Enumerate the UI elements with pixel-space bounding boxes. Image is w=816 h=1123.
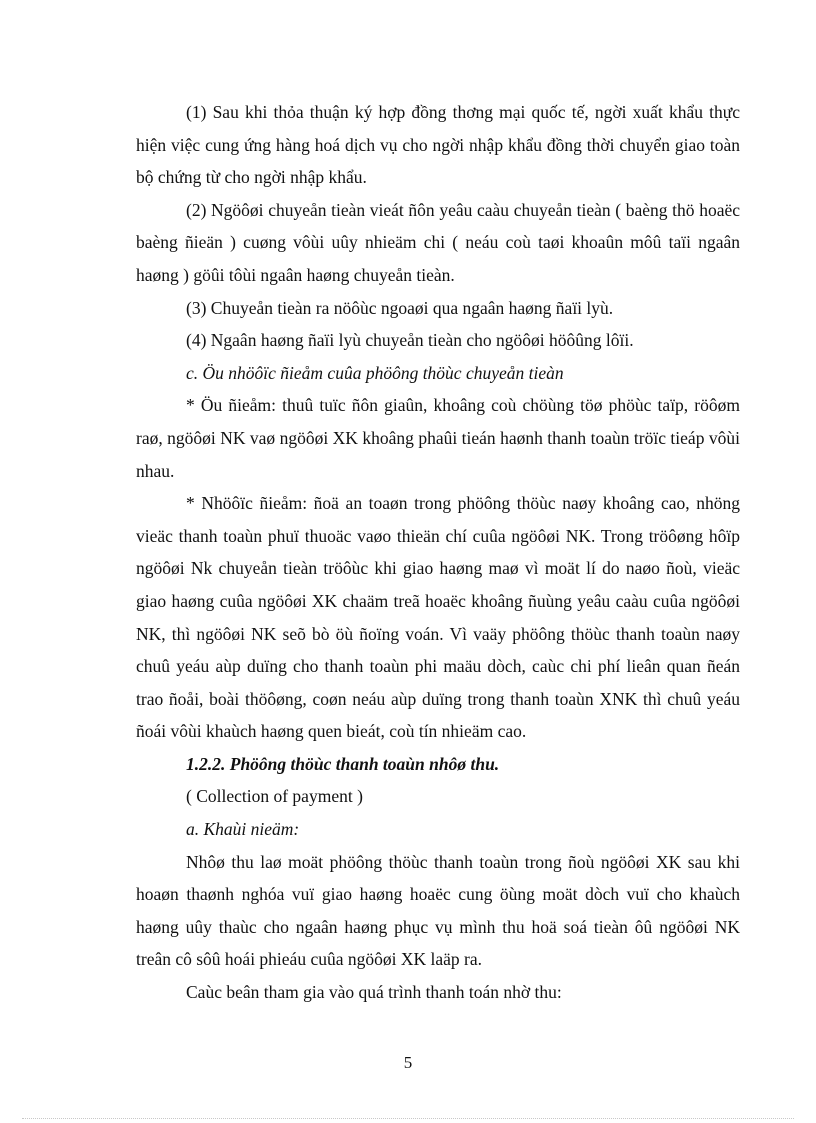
document-page bbox=[136, 96, 740, 1009]
paragraph-step-1: (1) Sau khi thỏa thuận ký hợp đồng thơng mại quốc tế, ngời xuất khẩu thực hiện việc cung ứng hàng hoá dịch vụ cho ngời nhập khẩu đồng thời chuyển giao toàn bộ chứng từ cho ngời nhập khẩu. bbox=[136, 102, 740, 188]
paragraph-step-2: (2) Ngöôøi chuyeån tieàn vieát ñôn yeâu caàu chuyeån tieàn ( baèng thö hoaëc baèng ñieän ) cuøng vôùi uûy nhieäm chi ( neáu coù taøi khoaûn môû taïi ngaân haøng ) göûi tôùi ngaân haøng chuyeån tieàn. bbox=[136, 199, 740, 285]
paragraph-step-3: (3) Chuyeån tieàn ra nöôùc ngoaøi qua ngaân haøng ñaïi lyù. bbox=[186, 297, 614, 318]
paragraph-collection-english: ( Collection of payment ) bbox=[186, 786, 363, 807]
paragraph-disadvantages: * Nhöôïc ñieåm: ñoä an toaøn trong phöông thöùc naøy khoâng cao, nhöng vieäc thanh toaùn phuï thuoäc vaøo thieän chí cuûa ngöôøi NK. Trong tröôøng hôïp ngöôøi Nk chuyeån tieàn tröôùc khi giao haøng maø vì moät lí do naøo ñoù, vieäc giao haøng cuûa ngöôøi XK chaäm treã hoaëc khoâng ñuùng yeâu caàu cuûa ngöôøi NK, thì ngöôøi NK seõ bò öù ñoïng voán. Vì vaäy phöông thöùc thanh toaùn naøy chuû yeáu aùp duïng cho thanh toaùn phi maäu dòch, caùc chi phí lieân quan ñeán trao ñoåi, boài thöôøng, coøn neáu aùp duïng trong thanh toaùn XNK thì chuû yeáu ñoái vôùi khaùch haøng quen bieát, coù tín nhieäm cao. bbox=[136, 493, 740, 742]
footer-divider bbox=[22, 1118, 794, 1119]
paragraph-advantages: * Öu ñieåm: thuû tuïc ñôn giaûn, khoâng coù chöùng töø phöùc taïp, röôøm raø, ngöôøi NK vaø ngöôøi XK khoâng phaûi tieán haønh thanh toaùn tröïc tieáp vôùi nhau. bbox=[136, 395, 740, 481]
paragraph-parties-involved: Caùc beân tham gia vào quá trình thanh toán nhờ thu: bbox=[186, 982, 562, 1003]
subheading-concept: a. Khaùi nieäm: bbox=[186, 819, 300, 840]
page-number: 5 bbox=[403, 1053, 413, 1072]
subheading-pros-cons: c. Öu nhöôïc ñieåm cuûa phöông thöùc chuyeån tieàn bbox=[186, 362, 564, 383]
paragraph-concept-definition: Nhôø thu laø moät phöông thöùc thanh toaùn trong ñoù ngöôøi XK sau khi hoaøn thaønh nghóa vuï giao haøng hoaëc cung öùng moät dòch vuï cho khaùch haøng uûy thaùc cho ngaân haøng phục vụ mình thu hoä soá tieàn ôû ngöôøi NK treân cô sôû hoái phieáu cuûa ngöôøi XK laäp ra. bbox=[136, 851, 740, 970]
paragraph-step-4: (4) Ngaân haøng ñaïi lyù chuyeån tieàn cho ngöôøi höôûng lôïi. bbox=[186, 330, 634, 351]
section-heading-collection: 1.2.2. Phöông thöùc thanh toaùn nhôø thu. bbox=[186, 753, 500, 774]
